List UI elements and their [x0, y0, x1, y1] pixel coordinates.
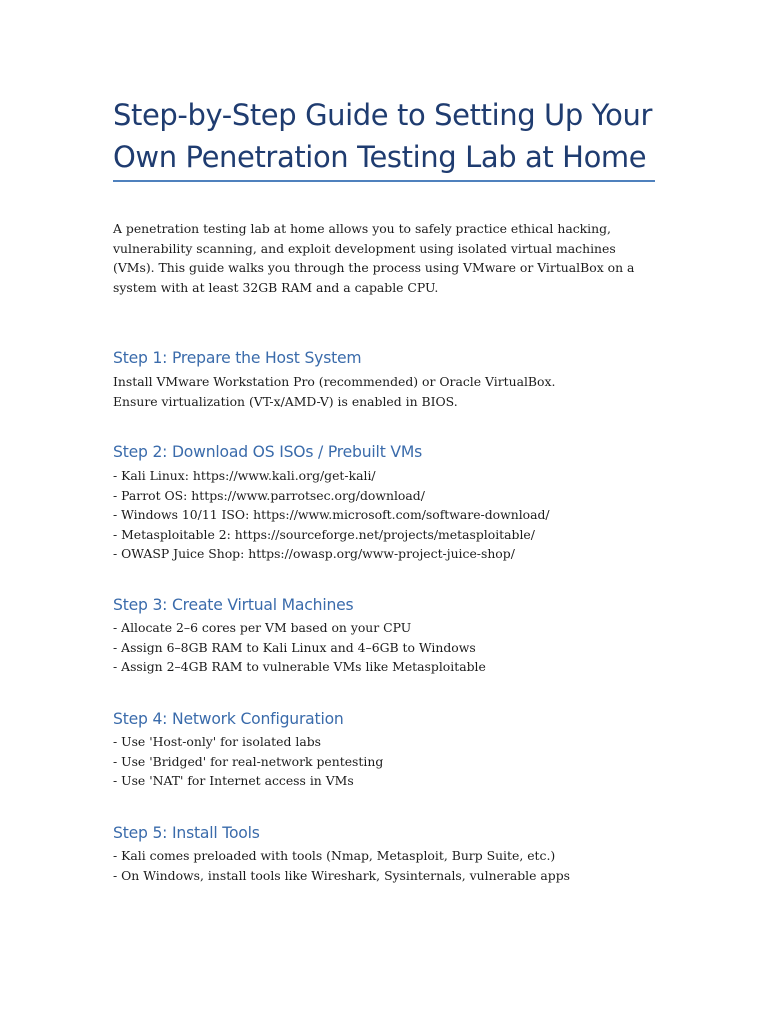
step-4-heading: Step 4: Network Configuration: [113, 710, 344, 728]
step-1-heading: Step 1: Prepare the Host System: [113, 349, 362, 367]
list-item: - Windows 10/11 ISO: https://www.microsoft.com/software-download/: [113, 507, 550, 522]
intro-paragraph: A penetration testing lab at home allows you to safely practice ethical hacking, vulnerability scanning, and exploit development using isolated virtual machines (VMs). This guide walks you through the process using VMware or VirtualBox on a system with at least 32GB RAM and a capable CPU.: [113, 221, 635, 295]
step-1-paragraph: Install VMware Workstation Pro (recommended) or Oracle VirtualBox. Ensure virtualization (VT-x/AMD-V) is enabled in BIOS.: [113, 374, 556, 409]
list-item: - OWASP Juice Shop: https://owasp.org/www-project-juice-shop/: [113, 546, 515, 561]
title-underline-divider: [113, 180, 655, 182]
list-item: - On Windows, install tools like Wireshark, Sysinternals, vulnerable apps: [113, 867, 570, 883]
step-2-heading: Step 2: Download OS ISOs / Prebuilt VMs: [113, 443, 423, 461]
list-item: - Assign 2–4GB RAM to vulnerable VMs like Metasploitable: [113, 659, 486, 674]
list-item: - Assign 6–8GB RAM to Kali Linux and 4–6GB to Windows: [113, 639, 476, 655]
step-2-list: [113, 466, 673, 564]
step-5-list: [113, 846, 673, 885]
list-item: - Allocate 2–6 cores per VM based on your CPU: [113, 620, 412, 635]
step-3-heading: Step 3: Create Virtual Machines: [113, 596, 354, 614]
list-item: - Use 'NAT' for Internet access in VMs: [113, 773, 354, 788]
step-4-list: [113, 732, 673, 791]
step-1-body: [113, 372, 673, 411]
document-title: Step-by-Step Guide to Setting Up Your Own Penetration Testing Lab at Home: [113, 98, 652, 174]
list-item: - Kali comes preloaded with tools (Nmap, Metasploit, Burp Suite, etc.): [113, 848, 556, 863]
step-3-list: [113, 618, 673, 677]
list-item: - Parrot OS: https://www.parrotsec.org/download/: [113, 487, 425, 503]
list-item: - Use 'Host-only' for isolated labs: [113, 734, 322, 749]
list-item: - Kali Linux: https://www.kali.org/get-kali/: [113, 468, 376, 483]
list-item: - Metasploitable 2: https://sourceforge.net/projects/metasploitable/: [113, 526, 535, 542]
list-item: - Use 'Bridged' for real-network pentesting: [113, 753, 384, 769]
step-5-heading: Step 5: Install Tools: [113, 824, 260, 842]
